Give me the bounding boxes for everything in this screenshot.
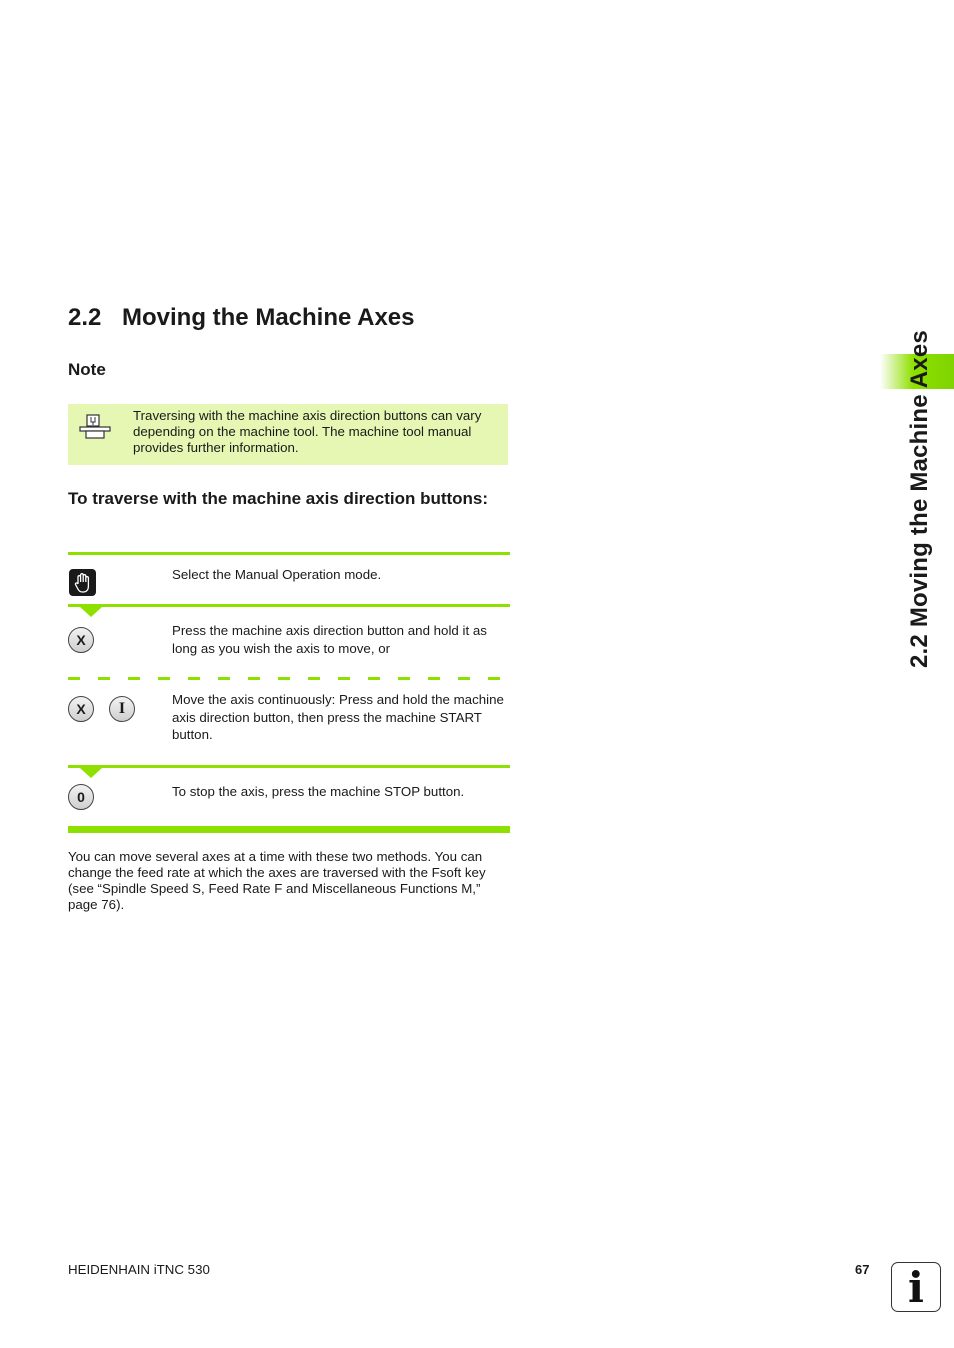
body-paragraph: You can move several axes at a time with these two methods. You can change the feed rate at which the axes are traversed with the Fsoft key (see “Spindle Speed S, Feed Rate F and Miscellaneous Functions M,” page 76). xyxy=(68,849,486,912)
hand-icon xyxy=(73,572,93,594)
note-box xyxy=(68,404,508,465)
step-divider xyxy=(68,765,510,768)
step-1-text: Select the Manual Operation mode. xyxy=(172,567,382,582)
footer-product-name: HEIDENHAIN iTNC 530 xyxy=(68,1262,210,1277)
step-divider xyxy=(68,552,510,555)
page-number: 67 xyxy=(855,1262,870,1277)
alternative-divider xyxy=(68,677,510,680)
step-4-text: To stop the axis, press the machine STOP button. xyxy=(172,784,465,799)
step-3-text: Move the axis continuously: Press and hold the machine axis direction button, then press the machine START button. xyxy=(172,692,504,742)
machine-tool-icon xyxy=(78,413,112,441)
note-text: Traversing with the machine axis direction buttons can vary depending on the machine tool. The machine tool manual provides further information. xyxy=(133,408,482,455)
machine-start-key[interactable]: I xyxy=(109,696,135,722)
section-number: 2.2 xyxy=(68,304,102,331)
arrow-down-icon xyxy=(80,607,102,617)
note-heading: Note xyxy=(68,360,106,379)
side-tab-title: 2.2 Moving the Machine Axes xyxy=(906,330,933,668)
axis-x-key[interactable]: X xyxy=(68,627,94,653)
procedure-end-rule xyxy=(68,826,510,833)
step-2-text: Press the machine axis direction button and hold it as long as you wish the axis to move, or xyxy=(172,623,487,656)
machine-stop-key[interactable]: 0 xyxy=(68,784,94,810)
section-title-text: Moving the Machine Axes xyxy=(122,304,415,331)
arrow-down-icon xyxy=(80,768,102,778)
procedure-heading: To traverse with the machine axis direction buttons: xyxy=(68,489,489,508)
axis-x-key[interactable]: X xyxy=(68,696,94,722)
info-icon: i xyxy=(891,1262,941,1312)
manual-operation-key[interactable] xyxy=(69,569,96,596)
section-title xyxy=(68,304,415,332)
step-divider xyxy=(68,604,510,607)
